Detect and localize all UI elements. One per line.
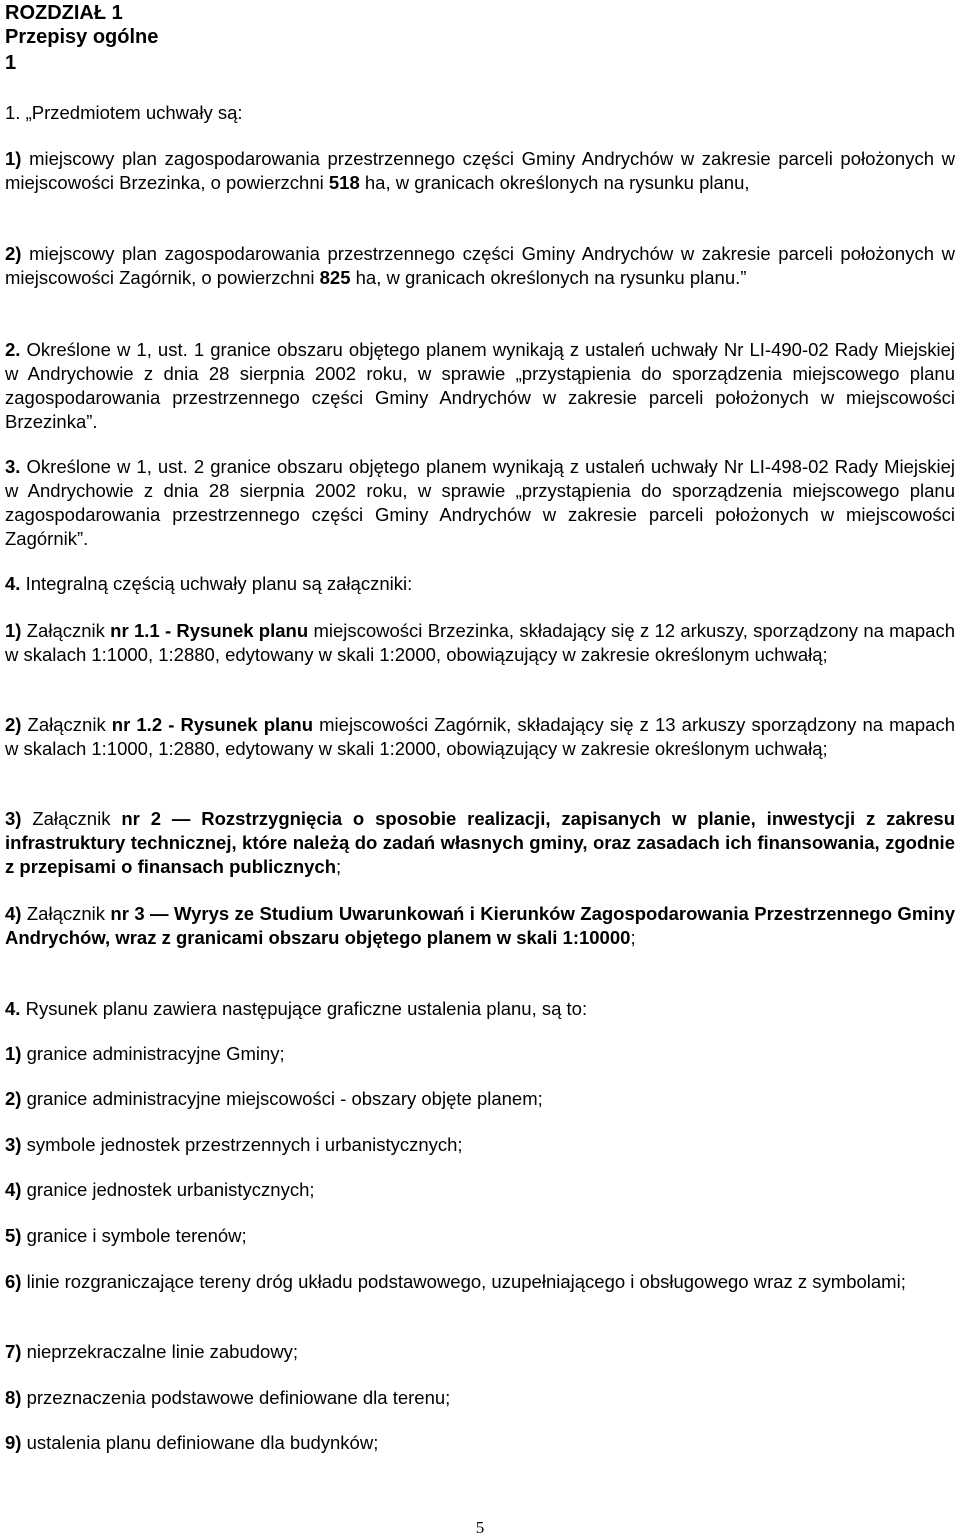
graphic-item-5-text: granice i symbole terenów;	[21, 1225, 247, 1246]
plan-item-2	[5, 242, 955, 290]
attachment-3-text-b: ;	[336, 856, 342, 877]
graphic-item-5	[5, 1224, 955, 1248]
graphic-item-8	[5, 1386, 955, 1410]
paragraph-1	[5, 101, 955, 125]
attachment-1-text-b: miejscowości Brzezinka, składający się z 12 arkuszy, sporządzony na mapach w skalach 1:1000, 1:2880, edytowany w skali 1:2000, obowiązujący w zakresie określonym uchwałą;	[5, 620, 955, 665]
plan-item-2-text-a: miejscowy plan zagospodarowania przestrzennego części Gminy Andrychów w zakresie parceli położonych w miejscowości Zagórnik, o powierzchni	[5, 243, 955, 288]
attachment-1-label: nr 1.1 - Rysunek planu	[110, 620, 309, 641]
graphic-item-9-text: ustalenia planu definiowane dla budynków;	[21, 1432, 379, 1453]
attachment-2-number: 2)	[5, 714, 22, 735]
attachment-1-number: 1)	[5, 620, 22, 641]
paragraph-1-text: „Przedmiotem uchwały są:	[20, 102, 243, 123]
graphic-item-4-number: 4)	[5, 1179, 22, 1200]
graphic-item-6-number: 6)	[5, 1271, 22, 1292]
graphic-item-2-number: 2)	[5, 1088, 22, 1109]
graphic-item-6	[5, 1270, 955, 1294]
chapter-subtitle: Przepisy ogólne	[5, 26, 159, 48]
graphic-item-3	[5, 1133, 955, 1157]
plan-item-2-text-b: ha, w granicach określonych na rysunku planu.”	[350, 267, 747, 288]
graphic-item-6-text: linie rozgraniczające tereny dróg układu podstawowego, uzupełniającego i obsługowego wraz z symbolami;	[21, 1271, 906, 1292]
graphic-item-1-text: granice administracyjne Gminy;	[21, 1043, 285, 1064]
attachment-2-text-a: Załącznik	[21, 714, 112, 735]
paragraph-3	[5, 455, 955, 551]
chapter-title: ROZDZIAŁ 1	[5, 2, 123, 24]
graphic-item-7-number: 7)	[5, 1341, 22, 1362]
paragraph-5	[5, 997, 955, 1021]
plan-item-1-text-a: miejscowy plan zagospodarowania przestrzennego części Gminy Andrychów w zakresie parceli położonych w miejscowości Brzezinka, o powierzchni	[5, 148, 955, 193]
graphic-item-7	[5, 1340, 955, 1364]
plan-item-1-area: 518	[328, 172, 360, 193]
plan-item-1	[5, 147, 955, 195]
attachment-2	[5, 713, 955, 761]
plan-item-1-text-b: ha, w granicach określonych na rysunku planu,	[359, 172, 750, 193]
attachment-1-text-a: Załącznik	[21, 620, 111, 641]
paragraph-2-number: 2.	[5, 339, 21, 360]
graphic-item-2	[5, 1087, 955, 1111]
section-number: 1	[5, 52, 17, 74]
attachment-3-number: 3)	[5, 808, 22, 829]
graphic-item-8-text: przeznaczenia podstawowe definiowane dla terenu;	[21, 1387, 451, 1408]
paragraph-5-text: Rysunek planu zawiera następujące graficzne ustalenia planu, są to:	[20, 998, 588, 1019]
graphic-item-7-text: nieprzekraczalne linie zabudowy;	[21, 1341, 299, 1362]
paragraph-4-number: 4.	[5, 573, 21, 594]
attachment-4-number: 4)	[5, 903, 22, 924]
page-number: 5	[475, 1518, 485, 1537]
graphic-item-5-number: 5)	[5, 1225, 22, 1246]
attachment-4-label: nr 3 — Wyrys ze Studium Uwarunkowań i Kierunków Zagospodarowania Przestrzennego Gminy Andrychów, wraz z granicami obszaru objętego planem w skali 1:10000	[5, 903, 955, 948]
paragraph-5-number: 4.	[5, 998, 21, 1019]
attachment-1	[5, 619, 955, 667]
graphic-item-9-number: 9)	[5, 1432, 22, 1453]
attachment-3-text-a: Załącznik	[21, 808, 122, 829]
graphic-item-8-number: 8)	[5, 1387, 22, 1408]
paragraph-4	[5, 572, 955, 596]
attachment-4	[5, 902, 955, 950]
graphic-item-9	[5, 1431, 955, 1455]
paragraph-4-text: Integralną częścią uchwały planu są załączniki:	[20, 573, 413, 594]
attachment-4-text-a: Załącznik	[21, 903, 111, 924]
paragraph-1-number: 1.	[5, 102, 21, 123]
plan-item-2-number: 2)	[5, 243, 22, 264]
graphic-item-1-number: 1)	[5, 1043, 22, 1064]
paragraph-3-number: 3.	[5, 456, 21, 477]
attachment-2-text-b: miejscowości Zagórnik, składający się z 13 arkuszy sporządzony na mapach w skalach 1:1000, 1:2880, edytowany w skali 1:2000, obowiązujący w zakresie określonym uchwałą;	[5, 714, 955, 759]
graphic-item-4	[5, 1178, 955, 1202]
attachment-3-label: nr 2 — Rozstrzygnięcia o sposobie realizacji, zapisanych w planie, inwestycji z zakresu infrastruktury technicznej, które należą do zadań własnych gminy, oraz zasadach ich finansowania, zgodnie z przepisami o finansach publicznych	[5, 808, 955, 877]
graphic-item-3-text: symbole jednostek przestrzennych i urbanistycznych;	[21, 1134, 463, 1155]
plan-item-1-number: 1)	[5, 148, 22, 169]
graphic-item-4-text: granice jednostek urbanistycznych;	[21, 1179, 315, 1200]
graphic-item-3-number: 3)	[5, 1134, 22, 1155]
plan-item-2-area: 825	[319, 267, 351, 288]
graphic-item-2-text: granice administracyjne miejscowości - obszary objęte planem;	[21, 1088, 543, 1109]
attachment-3	[5, 807, 955, 879]
paragraph-3-text: Określone w 1, ust. 2 granice obszaru objętego planem wynikają z ustaleń uchwały Nr LI-498-02 Rady Miejskiej w Andrychowie z dnia 28 sierpnia 2002 roku, w sprawie „przystąpienia do sporządzenia miejscowego planu zagospodarowania przestrzennego części Gminy Andrychów w zakresie parceli położonych w miejscowości Zagórnik”.	[5, 456, 955, 549]
paragraph-2	[5, 338, 955, 434]
graphic-item-1	[5, 1042, 955, 1066]
attachment-2-label: nr 1.2 - Rysunek planu	[111, 714, 314, 735]
attachment-4-text-b: ;	[630, 927, 636, 948]
paragraph-2-text: Określone w 1, ust. 1 granice obszaru objętego planem wynikają z ustaleń uchwały Nr LI-490-02 Rady Miejskiej w Andrychowie z dnia 28 sierpnia 2002 roku, w sprawie „przystąpienia do sporządzenia miejscowego planu zagospodarowania przestrzennego części Gminy Andrychów w zakresie parceli położonych w miejscowości Brzezinka”.	[5, 339, 955, 432]
